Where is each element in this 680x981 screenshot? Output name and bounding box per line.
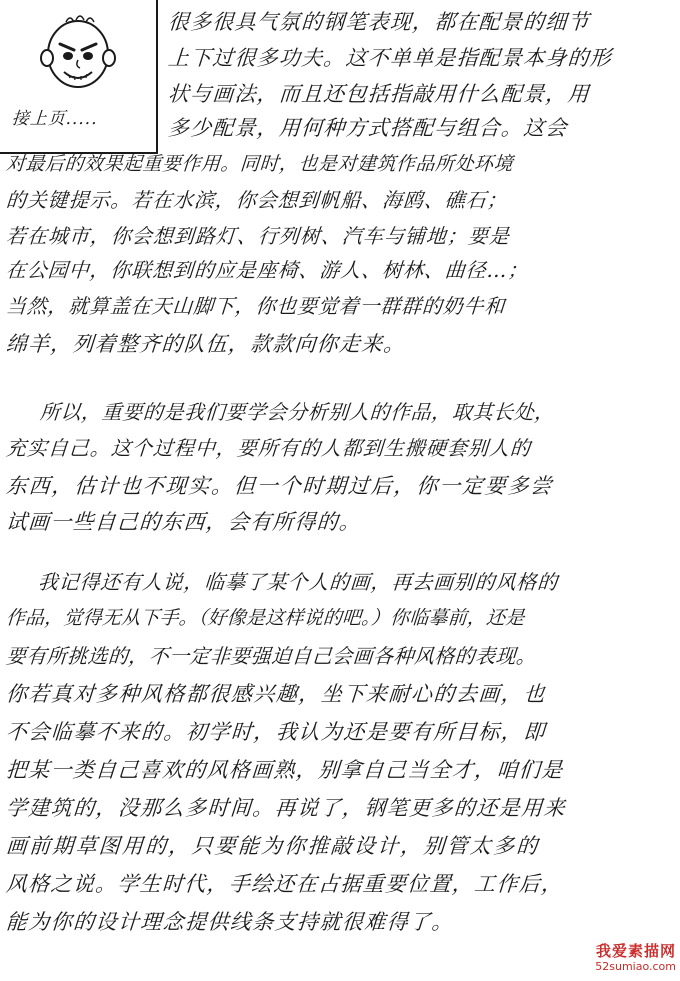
corner-box [0,0,158,154]
text-line: 若在城市，你会想到路灯、行列树、汽车与铺地；要是 [5,224,511,248]
text-line: 我记得还有人说，临摹了某个人的画，再去画别的风格的 [37,570,559,594]
text-line: 能为你的设计理念提供线条支持就很难得了。 [5,910,455,934]
text-line: 当然，就算盖在天山脚下，你也要觉着一群群的奶牛和 [5,294,507,318]
watermark-site-name: 我爱素描网 [595,942,676,960]
text-line: 试画一些自己的东西，会有所得的。 [5,510,363,534]
text-line: 作品，觉得无从下手。（好像是这样说的吧。）你临摹前，还是 [5,607,526,629]
text-line: 在公园中，你联想到的应是座椅、游人、树林、曲径…； [5,258,530,282]
text-line: 要有所挑选的，不一定非要强迫自己会画各种风格的表现。 [5,644,538,668]
text-line: 东西，估计也不现实。但一个时期过后，你一定要多尝 [5,474,555,498]
text-line: 充实自己。这个过程中，要所有的人都到生搬硬套别人的 [5,436,532,460]
cartoon-face-icon [28,4,128,100]
text-line: 所以，重要的是我们要学会分析别人的作品，取其长处， [39,400,556,424]
text-line: 风格之说。学生时代，手绘还在占据重要位置，工作后， [5,872,565,896]
watermark-url: 52sumiao.com [595,960,676,973]
text-line: 很多很具气氛的钢笔表现，都在配景的细节 [167,10,591,34]
text-line: 学建筑的，没那么多时间。再说了，钢笔更多的还是用来 [5,796,567,820]
continued-from-previous-label: 接上页..... [11,109,99,129]
site-watermark [595,943,676,975]
text-line: 上下过很多功夫。这不单单是指配景本身的形 [167,46,613,70]
text-line: 绵羊，列着整齐的队伍，款款向你走来。 [5,332,407,356]
text-line: 不会临摹不来的。初学时，我认为还是要有所目标，即 [5,720,547,744]
text-line: 多少配景，用何种方式搭配与组合。这会 [167,116,569,140]
text-line: 的关键提示。若在水滨，你会想到帆船、海鸥、礁石； [5,188,509,212]
text-line: 你若真对多种风格都很感兴趣，坐下来耐心的去画，也 [5,682,547,706]
text-line: 对最后的效果起重要作用。同时，也是对建筑作品所处环境 [5,153,514,175]
text-line: 把某一类自己喜欢的风格画熟，别拿自己当全才，咱们是 [5,758,565,782]
text-line: 状与画法，而且还包括指敲用什么配景，用 [167,82,591,106]
text-line: 画前期草图用的，只要能为你推敲设计，别管太多的 [5,834,541,858]
